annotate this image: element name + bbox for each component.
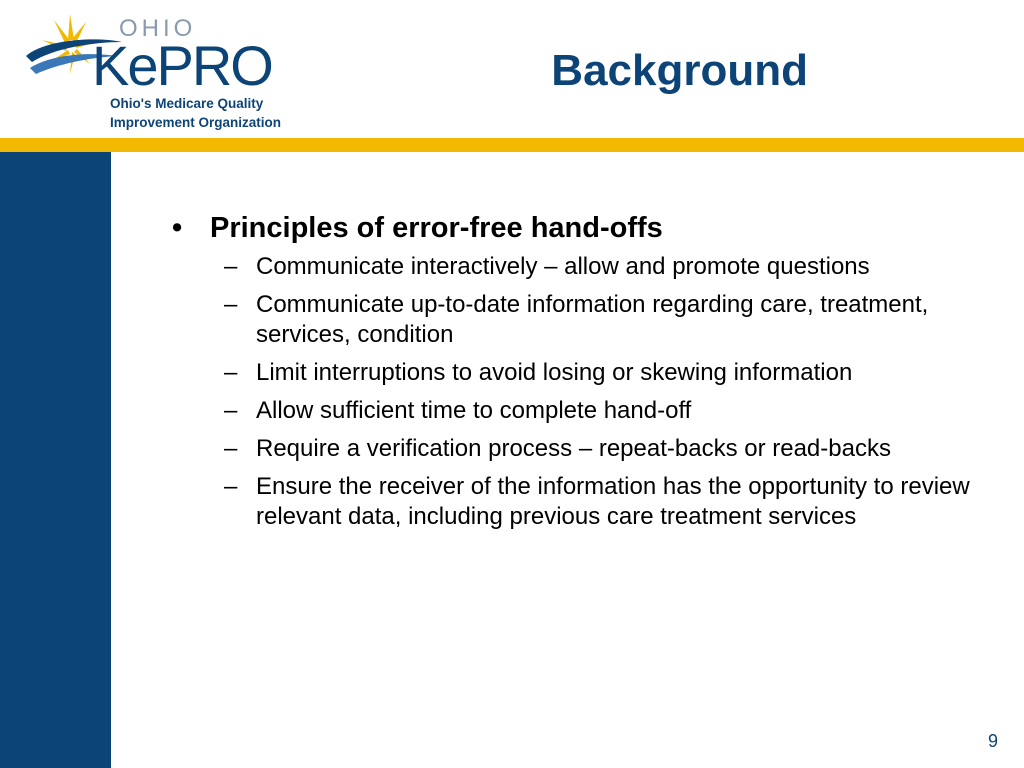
logo-tagline-line1: Ohio's Medicare Quality	[110, 96, 264, 111]
logo-kepro-text: KePRO	[92, 34, 272, 97]
blue-side-bar	[0, 152, 111, 768]
logo-ohio-text: OHIO	[119, 15, 197, 42]
dash-icon: –	[224, 397, 238, 424]
sub-bullet-text: Allow sufficient time to complete hand-off	[256, 397, 692, 424]
dash-icon: –	[224, 291, 238, 318]
kepro-logo	[24, 10, 284, 135]
dash-icon: –	[224, 435, 238, 462]
dash-icon: –	[224, 473, 238, 500]
sub-bullet-text: Limit interruptions to avoid losing or skewing information	[256, 359, 853, 386]
slide-body	[168, 208, 988, 540]
bullet-heading	[168, 208, 988, 248]
page-number: 9	[987, 731, 998, 751]
bullet-heading-text: Principles of error-free hand-offs	[210, 212, 663, 244]
sub-bullet-text: Require a verification process – repeat-backs or read-backs	[256, 435, 891, 462]
sub-bullet-text: Communicate interactively – allow and promote questions	[256, 253, 870, 280]
sub-bullet-item	[168, 358, 988, 388]
sub-bullet-list	[168, 252, 988, 532]
sub-bullet-item	[168, 472, 988, 532]
sub-bullet-item	[168, 434, 988, 464]
gold-divider-band	[0, 138, 1024, 152]
sub-bullet-item	[168, 290, 988, 350]
dash-icon: –	[224, 253, 238, 280]
sub-bullet-item	[168, 252, 988, 282]
logo-tagline-line2: Improvement Organization	[110, 115, 282, 130]
sub-bullet-text: Ensure the receiver of the information has the opportunity to review relevant data, including previous care treatment services	[256, 473, 970, 530]
sub-bullet-item	[168, 396, 988, 426]
sub-bullet-text: Communicate up-to-date information regarding care, treatment, services, condition	[256, 291, 929, 348]
bullet-icon: •	[172, 212, 183, 244]
dash-icon: –	[224, 359, 238, 386]
slide-title: Background	[551, 46, 808, 95]
